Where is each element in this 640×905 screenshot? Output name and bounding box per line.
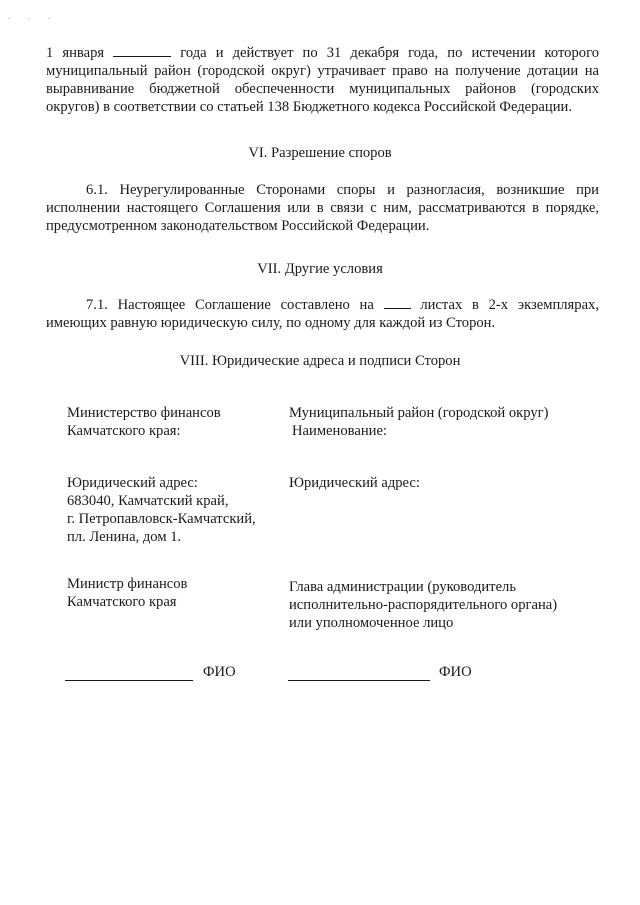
left-address-line: пл. Ленина, дом 1. — [67, 529, 182, 545]
sheets-blank — [384, 296, 411, 309]
section-v-final-paragraph — [46, 44, 599, 116]
left-signer-line: Министр финансов — [67, 576, 188, 592]
right-signer-line: или уполномоченное лицо — [289, 615, 454, 631]
left-party-name-line: Министерство финансов — [67, 405, 221, 421]
left-address-label: Юридический адрес: — [67, 475, 198, 491]
text-fragment: 1 января — [46, 45, 114, 61]
right-fio-label: ФИО — [439, 664, 472, 680]
left-signer-title — [67, 575, 187, 611]
year-blank — [113, 44, 171, 57]
text-fragment: года и действует по 31 декабря года, по истечении которого муниципальный район (городской округ) утрачивает право на получение дотации на выравнивание бюджетной обеспеченности муниципальных районов (городских округов) в соответствии со статьей 138 Бюджетного кодекса Российской Федерации. — [46, 45, 599, 115]
right-party-name — [289, 404, 549, 440]
scan-artifact: . . . — [8, 12, 58, 21]
left-signer-line: Камчатского края — [67, 594, 177, 610]
right-party-name-line: Наименование: — [292, 423, 387, 439]
right-signature-line — [288, 680, 430, 681]
left-party-name — [67, 404, 221, 440]
right-signer-line: исполнительно-распорядительного органа) — [289, 597, 558, 613]
section-vi-paragraph: 6.1. Неурегулированные Сторонами споры и разногласия, возникшие при исполнении настоящего Соглашения или в связи с ним, рассматриваются в порядке, предусмотренном законодательством Российской Федерации. — [46, 182, 599, 234]
right-party-address: Юридический адрес: — [289, 475, 420, 491]
right-party-name-line: Муниципальный район (городской округ) — [289, 405, 549, 421]
left-address-line: 683040, Камчатский край, — [67, 493, 229, 509]
right-signer-line: Глава администрации (руководитель — [289, 579, 516, 595]
text-fragment: 7.1. Настоящее Соглашение составлено на — [86, 297, 384, 313]
left-party-address — [67, 474, 256, 546]
text-fragment: листах в 2-х экземплярах, имеющих равную юридическую силу, по одному для каждой из Сторон. — [46, 297, 599, 331]
left-signature-line — [65, 680, 193, 681]
section-vii-title: VII. Другие условия — [257, 261, 383, 277]
section-vi-title: VI. Разрешение споров — [248, 145, 392, 161]
left-party-name-line: Камчатского края: — [67, 423, 181, 439]
left-fio-label: ФИО — [203, 664, 236, 680]
section-viii-title: VIII. Юридические адреса и подписи Сторон — [179, 353, 461, 369]
right-signer-title — [289, 578, 557, 632]
section-vii-paragraph — [46, 296, 599, 332]
left-address-line: г. Петропавловск-Камчатский, — [67, 511, 256, 527]
